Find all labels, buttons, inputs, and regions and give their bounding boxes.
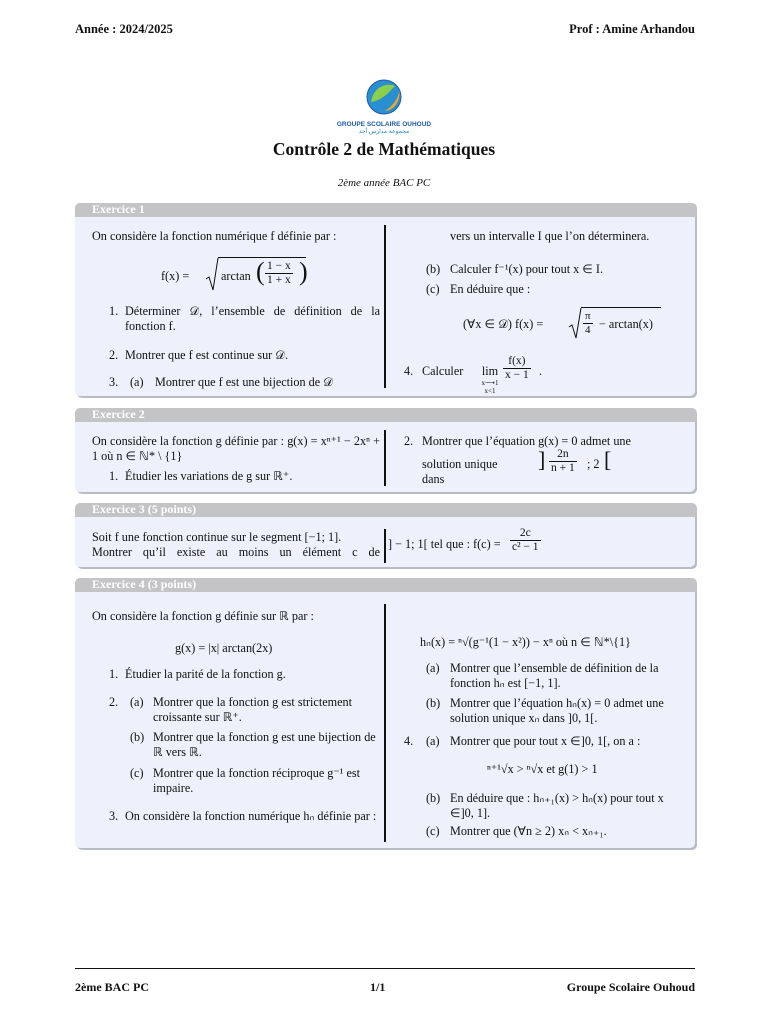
ex4-q4b-text: En déduire que : hₙ₊₁(x) > hₙ(x) pour tout x ∈]0, 1]. <box>450 791 664 820</box>
exercise-2-label: Exercice 2 <box>92 407 145 421</box>
ex1-q3a-continued: vers un intervalle I que l’on déterminera. <box>450 229 650 243</box>
ex1-q4-numerator: f(x) <box>503 355 531 369</box>
ex1-pi-over-4 <box>583 310 593 337</box>
footer-school: Groupe Scolaire Ouhoud <box>566 980 695 994</box>
ex1-q4-denominator: x − 1 <box>505 369 529 381</box>
exercise-2-box: Exercice 2 On considère la fonction g définie par : g(x) = xⁿ⁺¹ − 2xⁿ + 1 où n ∈ ℕ* \ {1} 1. Étudier les variations de g sur ℝ⁺. 2. Montrer que l’équation g(x) = 0 admet une solution unique dans ] $\frac{2n}{n + 1}$ ; 2 [ <box>75 408 695 492</box>
ex4-q2b-label: (b) <box>130 730 145 744</box>
ex1-q3c-label: (c) <box>426 282 440 296</box>
ex1-q1-text: Déterminer 𝒟, l’ensemble de définition de la fonction f. <box>125 304 380 333</box>
ex1-q3b-label: (b) <box>426 262 441 276</box>
ex1-lim-sub-1: x⟶1 <box>481 379 499 387</box>
ex4-q2-number: 2. <box>109 695 119 709</box>
ex4-q4a-formula: ⁿ⁺¹√x > ⁿ√x et g(1) > 1 <box>487 762 598 776</box>
exercise-4-box <box>75 578 695 848</box>
logo-text-latin: GROUPE SCOLAIRE OUHOUD <box>336 121 432 128</box>
ex2-q1-number: 1. <box>109 469 119 483</box>
ex3-fraction <box>510 527 541 554</box>
column-divider <box>384 604 386 842</box>
ex1-q3b-text: Calculer f⁻¹(x) pour tout x ∈ I. <box>450 262 604 276</box>
exercise-1-tab <box>75 203 697 217</box>
exercise-4-label: Exercice 4 (3 points) <box>92 577 197 591</box>
ex4-q3a-label: (a) <box>426 661 440 675</box>
page-subtitle: 2ème année BAC PC <box>337 177 431 189</box>
ex4-q4b-label: (b) <box>426 791 441 805</box>
ex3-denominator: c² − 1 <box>512 541 539 553</box>
ex4-g-definition: g(x) = |x| arctan(2x) <box>175 641 273 655</box>
ex4-q3b-text: Montrer que l’équation hₙ(x) = 0 admet une solution unique xₙ dans ]0, 1[. <box>450 696 664 725</box>
ex1-pi: π <box>585 310 591 322</box>
ex1-q2-text: Montrer que f est continue sur 𝒟. <box>125 348 289 362</box>
ex2-q2-fraction <box>549 448 577 475</box>
header-teacher: Prof : Amine Arhandou <box>569 22 695 36</box>
ex4-q1-number: 1. <box>109 667 119 681</box>
ex4-q2c-text: Montrer que la fonction réciproque g⁻¹ est impaire. <box>153 766 361 795</box>
ex1-lim-sub-2: x<1 <box>484 387 496 395</box>
ex1-q3c-formula <box>463 307 683 343</box>
ex1-q3-number: 3. <box>109 375 119 389</box>
ex1-fraction-numerator: 1 − x <box>267 260 291 272</box>
ex1-four: 4 <box>585 324 591 336</box>
footer-class: 2ème BAC PC <box>75 980 149 994</box>
ex1-q3c-text: En déduire que : <box>450 282 531 296</box>
footer-divider <box>75 968 695 969</box>
ex4-q3-text: On considère la fonction numérique hₙ définie par : <box>125 809 377 823</box>
ex4-q3-number: 3. <box>109 809 119 823</box>
ex4-q3b-label: (b) <box>426 696 441 710</box>
ex1-q4-fraction <box>503 355 531 382</box>
ex2-intro: On considère la fonction g définie par : g(x) = xⁿ⁺¹ − 2xⁿ + 1 où n ∈ ℕ* \ {1} <box>92 434 380 463</box>
ex4-q4c-label: (c) <box>426 824 440 838</box>
sqrt-sign-icon <box>568 307 582 341</box>
globe-logo-icon <box>363 78 405 116</box>
exercise-2-tab <box>75 408 697 422</box>
header-year: Année : 2024/2025 <box>75 22 173 36</box>
column-divider <box>384 529 386 563</box>
ex4-q1-text: Étudier la parité de la fonction g. <box>125 667 286 681</box>
ex1-q4-lim <box>475 364 505 395</box>
ex2-q1-text: Étudier les variations de g sur ℝ⁺. <box>125 469 293 483</box>
exercise-1-box: Exercice 1 On considère la fonction numérique f définie par : f(x) = arctan ( $\frac{1 - x}{1 + x}$ ) 1. Déterminer 𝒟, l’ensemble de définition de la fonction f. 2. Montrer que f est continue sur 𝒟. 3. (a) Montrer que f est une bijection de 𝒟 vers un intervalle I que l’on déterminera. (b) Calculer f⁻¹(x) pour tout x ∈ I. (c) En déduire que : (∀x ∈ 𝒟) f(x) = $\frac{\pi}{4}$ − arctan(x) 4. Calculer lim x⟶1 x<1 $\frac{f(x)}{x - 1}$ . <box>75 203 695 396</box>
ex2-q2-numerator: 2n <box>549 448 577 462</box>
ex1-function-definition: f(x) = arctan ( $\frac{1 - x}{1 + x}$ ) <box>161 255 371 295</box>
ex3-line-1: Soit f une fonction continue sur le segment [−1; 1]. <box>92 530 342 544</box>
ex1-fraction <box>265 260 293 287</box>
ex4-q2b-text: Montrer que la fonction g est une bijection de ℝ vers ℝ. <box>153 730 376 759</box>
ex3-numerator: 2c <box>510 527 541 541</box>
ex1-q3a-label: (a) <box>130 375 144 389</box>
ex4-q3a-text: Montrer que l’ensemble de définition de la fonction hₙ est [−1, 1]. <box>450 661 659 690</box>
ex2-q2-number: 2. <box>404 434 414 448</box>
ex1-q4-number: 4. <box>404 364 414 378</box>
ex1-q1-number: 1. <box>109 304 119 318</box>
ex4-q2a-text: Montrer que la fonction g est strictement croissante sur ℝ⁺. <box>153 695 353 724</box>
ex4-q4a-text: Montrer que pour tout x ∈]0, 1[, on a : <box>450 734 641 748</box>
ex1-q3c-formula-rest: − arctan(x) <box>599 317 653 331</box>
logo-text-arabic: مجموعة مدارس أحد <box>358 129 410 135</box>
ex3-line-2: Montrer qu’il existe au moins un élément c de <box>92 545 380 559</box>
ex4-q2a-label: (a) <box>130 695 144 709</box>
exercise-3-label: Exercice 3 (5 points) <box>92 502 197 516</box>
exercise-3-tab <box>75 503 697 517</box>
ex1-fraction-denominator: 1 + x <box>267 274 291 286</box>
column-divider <box>384 225 386 388</box>
ex1-lim: lim <box>481 364 499 378</box>
ex1-fx-label: f(x) = <box>161 269 190 283</box>
ex4-q4-number: 4. <box>404 734 414 748</box>
school-logo <box>330 78 438 138</box>
ex4-q2c-label: (c) <box>130 766 144 780</box>
ex4-q4a-label: (a) <box>426 734 440 748</box>
sqrt-sign-icon <box>205 257 219 293</box>
column-divider <box>384 430 386 486</box>
ex1-intro: On considère la fonction numérique f définie par : <box>92 229 337 243</box>
ex2-q2-end: ; 2 <box>587 457 600 471</box>
ex4-q4c-text: Montrer que (∀n ≥ 2) xₙ < xₙ₊₁. <box>450 824 607 838</box>
ex4-hn-definition: hₙ(x) = ⁿ√(g⁻¹(1 − x²)) − xⁿ où n ∈ ℕ*\{1} <box>420 635 631 649</box>
ex1-q3a-text: Montrer que f est une bijection de 𝒟 <box>155 375 333 389</box>
exercise-1-label: Exercice 1 <box>92 202 145 216</box>
ex2-q2-denominator: n + 1 <box>551 462 575 474</box>
ex2-q2-text-b: solution unique dans <box>422 457 498 486</box>
ex2-q2-text: Montrer que l’équation g(x) = 0 admet une <box>422 434 631 448</box>
ex1-q3c-formula-left: (∀x ∈ 𝒟) f(x) = <box>463 317 544 331</box>
ex1-q2-number: 2. <box>109 348 119 362</box>
exercise-3-box <box>75 503 695 567</box>
page-title: Contrôle 2 de Mathématiques <box>272 139 496 159</box>
ex1-arctan: arctan <box>221 269 251 283</box>
ex4-intro: On considère la fonction g définie sur ℝ par : <box>92 609 314 623</box>
exercise-4-tab <box>75 578 697 592</box>
ex1-q4-text: Calculer <box>422 364 464 378</box>
footer-page-number: 1/1 <box>370 980 386 994</box>
ex3-right-text: ] − 1; 1[ tel que : f(c) = <box>388 537 501 551</box>
